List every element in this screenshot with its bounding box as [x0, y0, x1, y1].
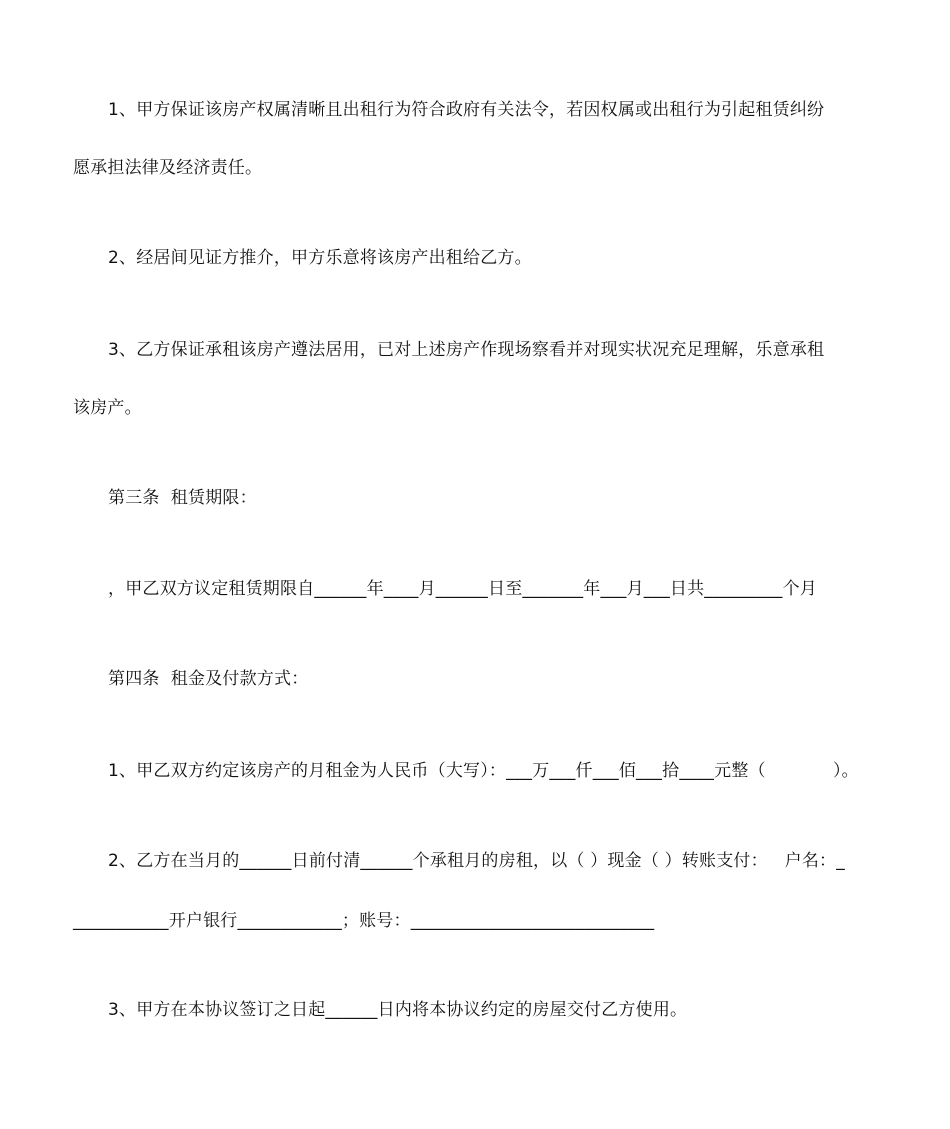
payment-line-1: 2、乙方在当月的______日前付清______个承租月的房租，以（ ）现金（ ）转账支付： 户名：_ — [108, 851, 845, 871]
rent-amount-line: 1、甲乙双方约定该房产的月租金为人民币（大写）：___万___仟___佰___拾____元整（ ）。 — [108, 761, 859, 781]
clause-2-line: 2、经居间见证方推介，甲方乐意将该房产出租给乙方。 — [108, 248, 532, 268]
clause-3-line-1: 3、乙方保证承租该房产遵法居用，已对上述房产作现场察看并对现实状况充足理解，乐意承租 — [108, 340, 825, 360]
delivery-line: 3、甲方在本协议签订之日起______日内将本协议约定的房屋交付乙方使用。 — [108, 1000, 688, 1020]
clause-1-line-1: 1、甲方保证该房产权属清晰且出租行为符合政府有关法令，若因权属或出租行为引起租赁纠纷 — [108, 100, 825, 120]
lease-term-line: ，甲乙双方议定租赁期限自______年____月______日至_______年___月___日共_________个月 — [108, 579, 817, 599]
clause-1-line-2: 愿承担法律及经济责任。 — [73, 158, 263, 178]
payment-line-2: ___________开户银行____________；账号：____________________________ — [73, 911, 655, 931]
clause-3-line-2: 该房产。 — [73, 398, 142, 418]
article-4-heading: 第四条 租金及付款方式： — [108, 669, 309, 689]
article-3-heading: 第三条 租赁期限： — [108, 488, 257, 508]
